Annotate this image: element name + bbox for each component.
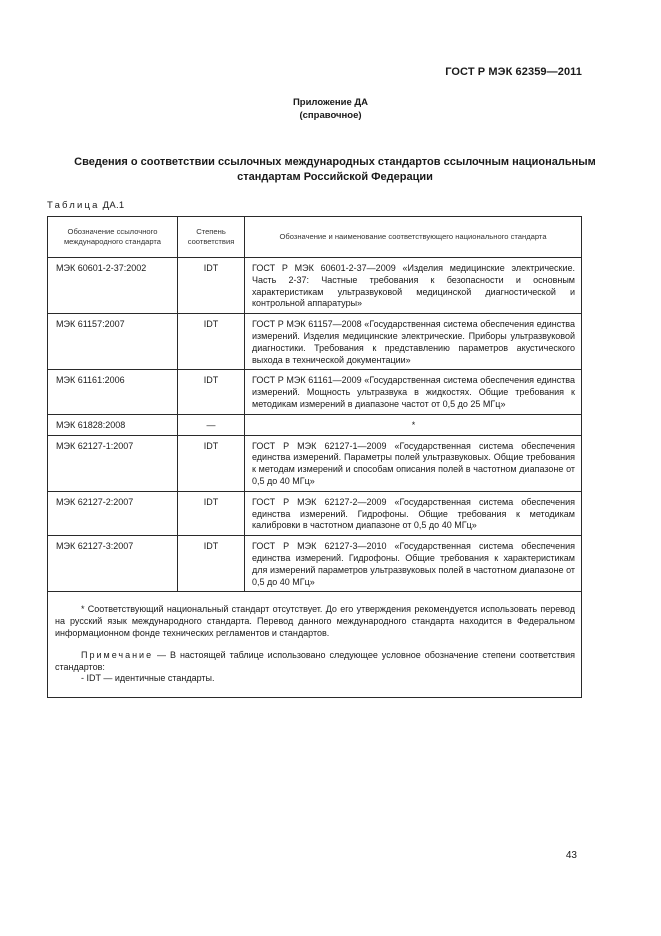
cell-national-standard: ГОСТ Р МЭК 62127-2—2009 «Государственная система обеспечения единства измерений. Гидрофоны. Общие требования к методикам калибровки в частотном диапазоне от 0,5 до 40 МГц» <box>245 491 582 535</box>
header-degree: Степень соответствия <box>178 217 245 258</box>
header-national-standard: Обозначение и наименование соответствующего национального стандарта <box>245 217 582 258</box>
appendix-title: Приложение ДА <box>292 97 369 108</box>
cell-intl-standard: МЭК 61157:2007 <box>48 314 178 370</box>
footnote: * Соответствующий национальный стандарт отсутствует. До его утверждения рекомендуется использовать перевод на русский язык международного стандарта. Перевод данного международного стандарта находится в Федеральном информационном фонде технических регламентов и стандартов. <box>55 604 575 638</box>
cell-national-standard: ГОСТ Р МЭК 60601-2-37—2009 «Изделия медицинские электрические. Часть 2-37: Частные требования к безопасности и основным характеристикам ультразвуковой медицинской диагностической и контрольной аппаратуры» <box>245 258 582 314</box>
cell-national-standard: ГОСТ Р МЭК 61161—2009 «Государственная система обеспечения единства измерений. Мощность ультразвука в жидкостях. Общие требования к методикам измерений в диапазоне частот от 0,5 до 25 МГц» <box>245 370 582 414</box>
cell-intl-standard: МЭК 60601-2-37:2002 <box>48 258 178 314</box>
section-title-line-1: Сведения о соответствии ссылочных международных стандартов ссылочным национальным <box>74 156 596 168</box>
cell-intl-standard: МЭК 62127-2:2007 <box>48 491 178 535</box>
section-title-line-2: стандартам Российской Федерации <box>237 171 433 183</box>
note <box>55 650 575 674</box>
table-row <box>48 258 582 314</box>
table-row <box>48 314 582 370</box>
cell-national-standard: * <box>245 414 582 435</box>
table-row <box>48 491 582 535</box>
cell-degree: IDT <box>178 536 245 592</box>
table-header-row <box>48 217 582 258</box>
note-text: — В настоящей таблице использовано следующее условное обозначение степени соответствия стандартов: <box>55 649 575 672</box>
appendix-heading <box>0 96 661 122</box>
appendix-subtitle: (справочное) <box>299 110 362 121</box>
table-caption-number: ДА.1 <box>102 200 125 211</box>
page-number: 43 <box>565 850 577 861</box>
cell-degree: IDT <box>178 491 245 535</box>
table-caption <box>47 200 125 211</box>
table-row <box>48 414 582 435</box>
cell-national-standard: ГОСТ Р МЭК 62127-3—2010 «Государственная система обеспечения единства измерений. Гидрофоны. Общие требования к характеристикам для измерений параметров ультразвуковых полей в частотном диапазоне от 0,5 до 40 МГц» <box>245 536 582 592</box>
section-title <box>40 155 630 185</box>
table-row <box>48 536 582 592</box>
document-id: ГОСТ Р МЭК 62359—2011 <box>445 66 582 78</box>
legend-idt: - IDT — идентичные стандарты. <box>81 673 215 684</box>
cell-degree: — <box>178 414 245 435</box>
cell-degree: IDT <box>178 370 245 414</box>
cell-degree: IDT <box>178 258 245 314</box>
cell-intl-standard: МЭК 62127-3:2007 <box>48 536 178 592</box>
cell-degree: IDT <box>178 435 245 491</box>
header-intl-standard: Обозначение ссылочного международного стандарта <box>48 217 178 258</box>
table-row <box>48 435 582 491</box>
note-label: Примечание <box>81 649 154 660</box>
cell-intl-standard: МЭК 62127-1:2007 <box>48 435 178 491</box>
cell-national-standard: ГОСТ Р МЭК 62127-1—2009 «Государственная система обеспечения единства измерений. Параметры полей ультразвуковых. Общие требования к методам измерений и способам описания полей в частотном диапазоне от 0,5 до 40 МГц» <box>245 435 582 491</box>
cell-degree: IDT <box>178 314 245 370</box>
table-row <box>48 370 582 414</box>
table-notes-row <box>48 592 582 698</box>
table-notes <box>48 592 582 698</box>
cell-national-standard: ГОСТ Р МЭК 61157—2008 «Государственная система обеспечения единства измерений. Изделия медицинские электрические. Приборы ультразвуковой диагностики. Требования к представлению параметров акустического выхода в технической документации» <box>245 314 582 370</box>
standards-table <box>47 216 582 698</box>
table-caption-label: Таблица <box>47 200 100 211</box>
cell-intl-standard: МЭК 61161:2006 <box>48 370 178 414</box>
cell-intl-standard: МЭК 61828:2008 <box>48 414 178 435</box>
